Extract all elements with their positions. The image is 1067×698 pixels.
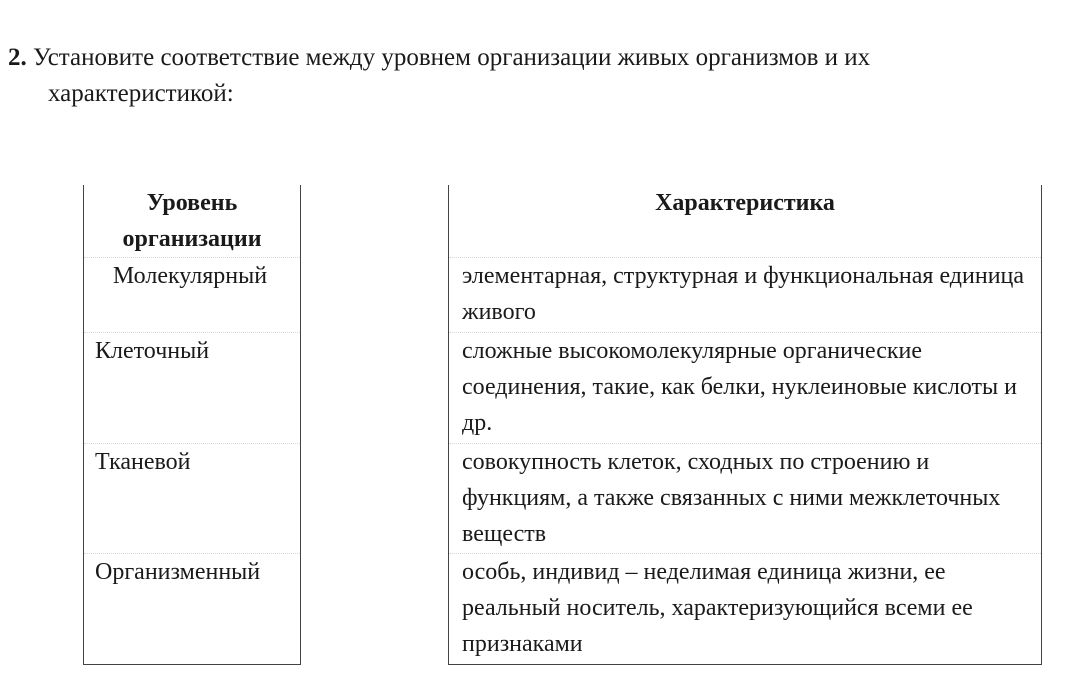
level-cell-4: Организменный: [95, 559, 261, 585]
level-cell-2: Клеточный: [95, 338, 210, 364]
level-header: Уровень организации: [122, 190, 262, 252]
characteristic-cell-4: особь, индивид – неделимая единица жизни, ее реальный носитель, характеризующийся всеми ее признаками: [462, 559, 973, 657]
characteristic-header: Характеристика: [655, 190, 835, 216]
question-line-1: Установите соответствие между уровнем организации живых организмов и их: [33, 44, 871, 71]
question-number: 2.: [8, 44, 27, 71]
level-column: [83, 185, 301, 665]
characteristic-cell-2: сложные высокомолекулярные органические соединения, такие, как белки, нуклеиновые кислоты и др.: [462, 338, 1017, 436]
level-cell-1: Молекулярный: [112, 263, 268, 289]
level-cell-3: Тканевой: [95, 449, 191, 475]
characteristic-cell-1: элементарная, структурная и функциональная единица живого: [462, 263, 1025, 325]
characteristic-column: [448, 185, 1042, 665]
question-line-2: характеристикой:: [48, 80, 234, 107]
question-text: [8, 40, 1048, 112]
characteristic-cell-3: совокупность клеток, сходных по строению и функциям, а также связанных с ними межклеточных веществ: [462, 449, 1001, 547]
